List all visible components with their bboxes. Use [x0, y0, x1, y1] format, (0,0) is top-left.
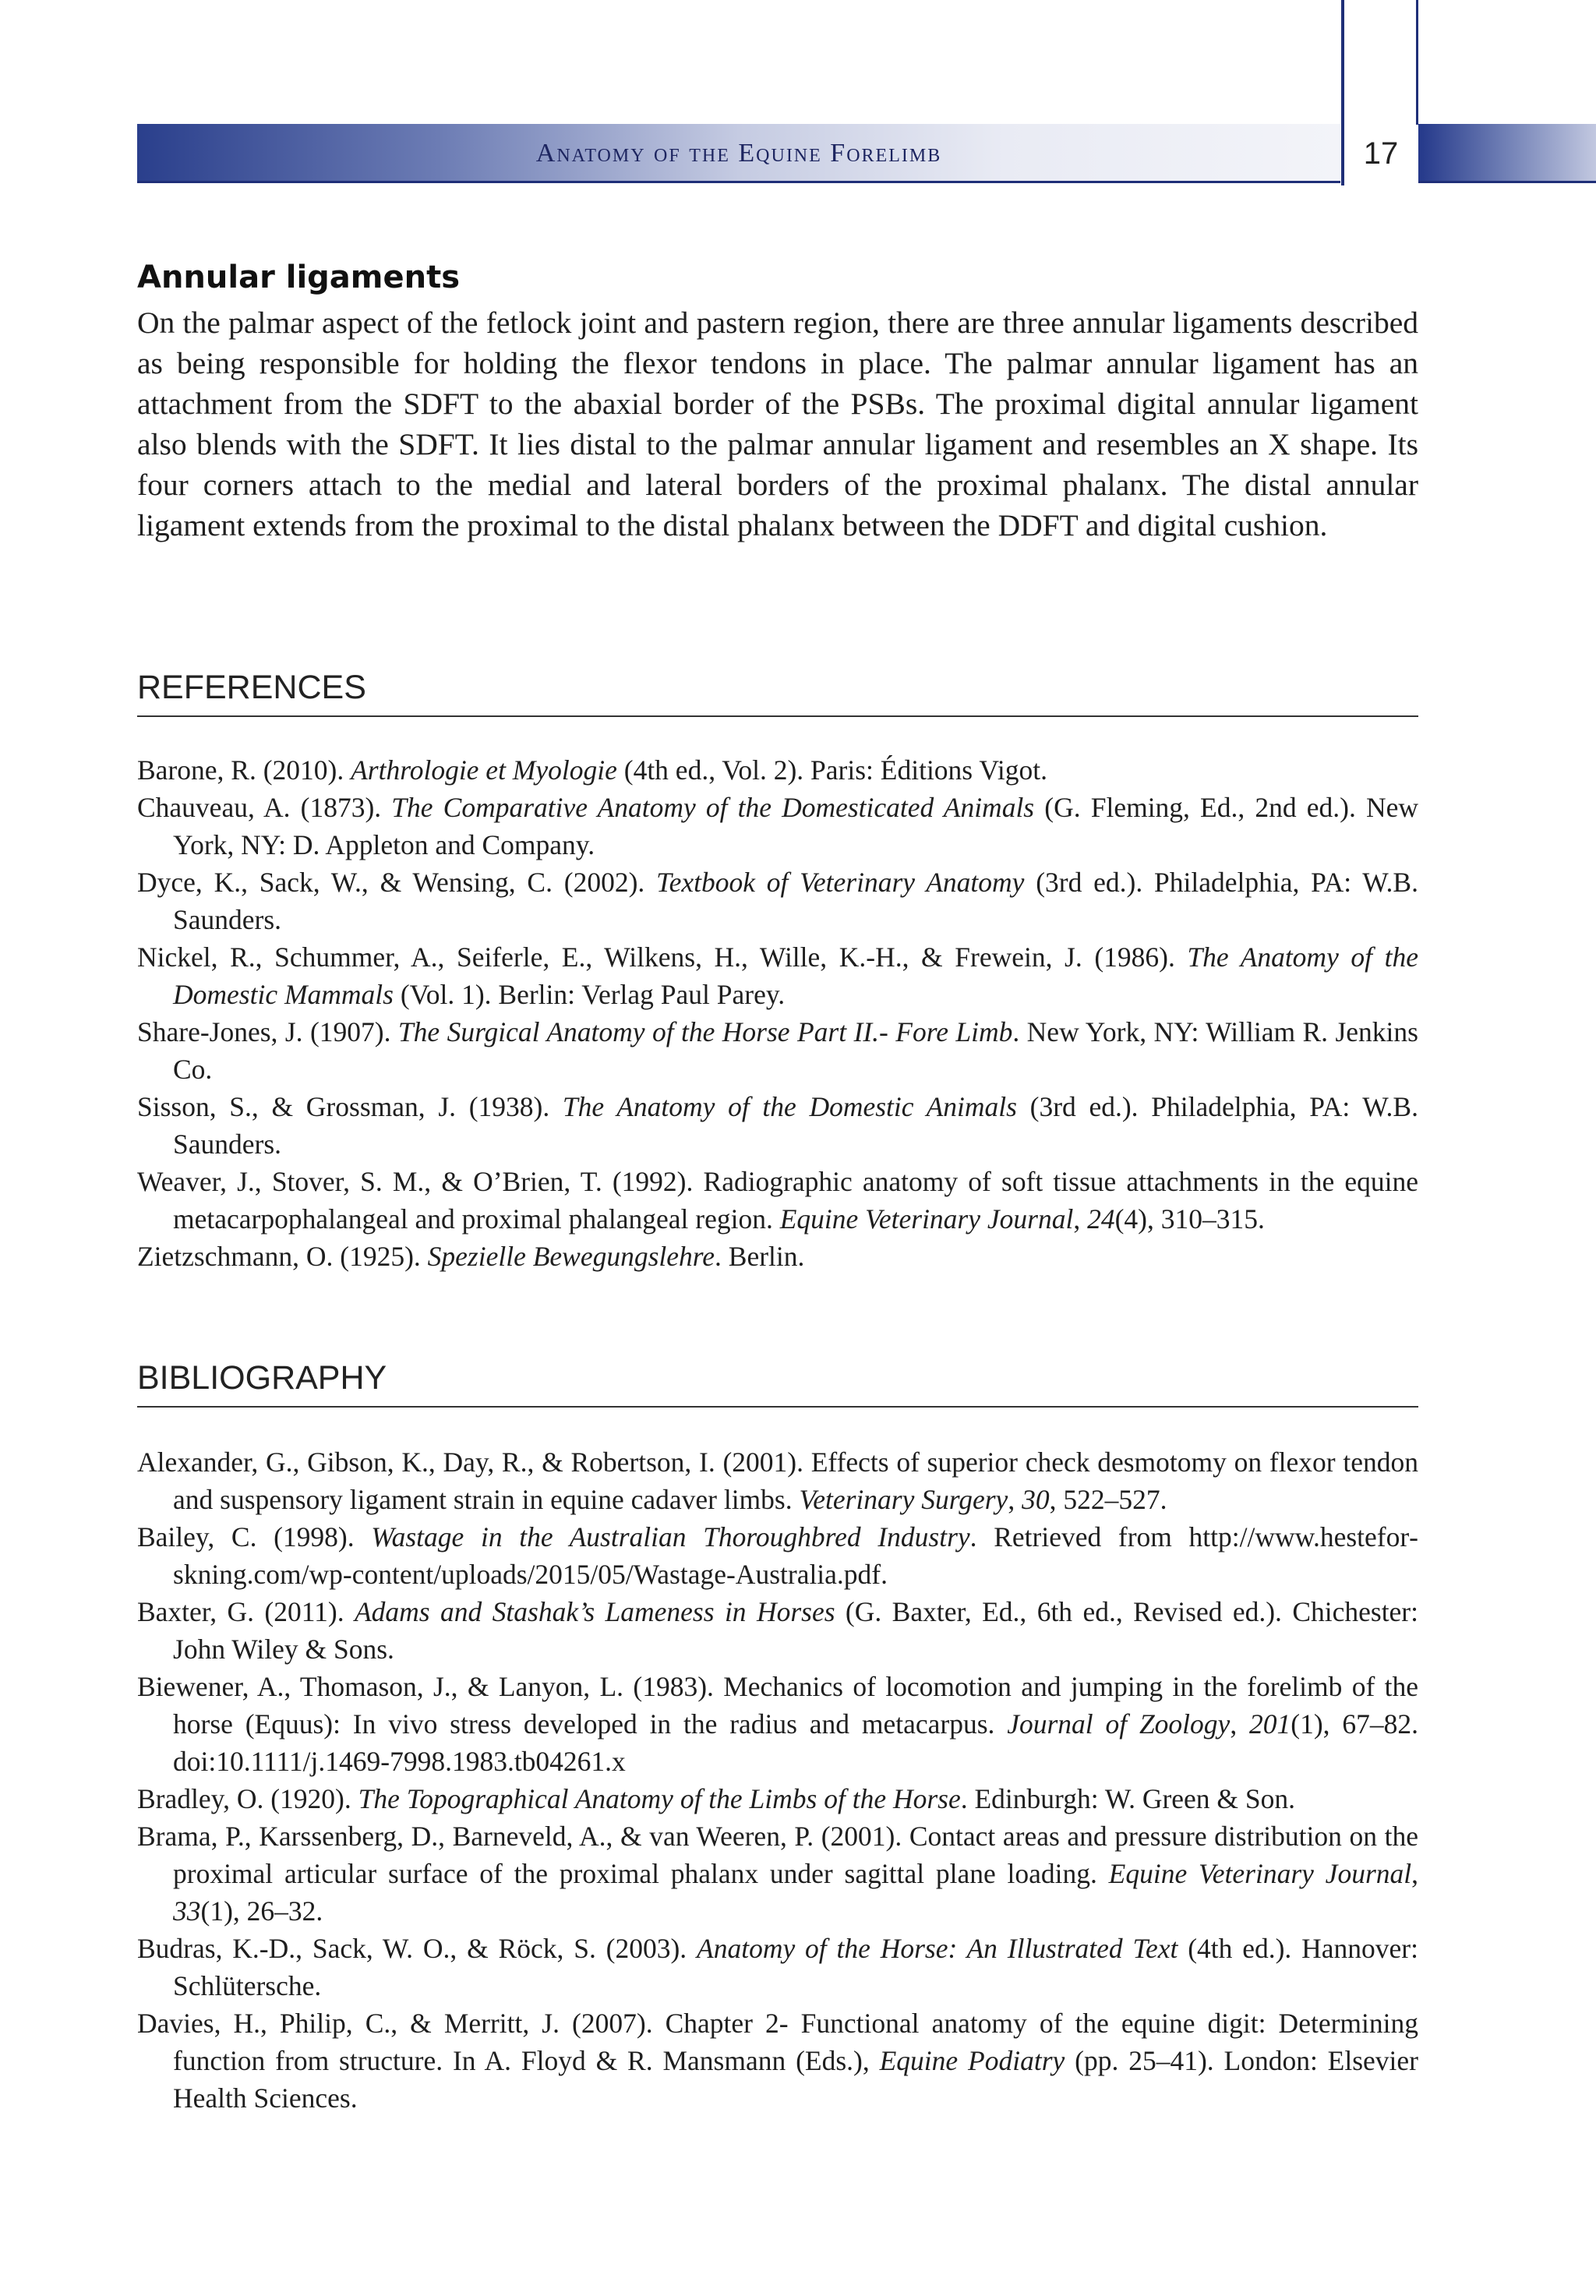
citation-text: Zietzschmann, O. (1925).: [137, 1241, 428, 1272]
citation-text: ,: [1008, 1484, 1022, 1515]
citation-italic: 30: [1022, 1484, 1050, 1515]
citation-text: Davies, H., Philip, C., & Merritt, J. (2007). Chapter 2- Functional anatomy of the equine digit: Determining function from structure. In A. Floyd & R. Mansmann (Eds.),: [137, 2008, 1418, 2076]
citation-italic: 201: [1249, 1708, 1291, 1740]
citation-entry: [137, 1668, 1418, 1780]
citation-text: Sisson, S., & Grossman, J. (1938).: [137, 1091, 563, 1122]
citation-text: Baxter, G. (2011).: [137, 1596, 355, 1627]
citation-text: (Vol. 1). Berlin: Verlag Paul Parey.: [393, 979, 786, 1010]
citation-text: , 522–527.: [1049, 1484, 1167, 1515]
references-list: [137, 751, 1418, 1275]
citation-text: Budras, K.-D., Sack, W. O., & Röck, S. (2003).: [137, 1933, 697, 1964]
citation-text: . Retrieved from http://www.hesteforskning.com/wp-content/uploads/2015/05/Wastage-Australia.pdf.: [173, 1521, 1418, 1590]
citation-italic: The Comparative Anatomy of the Domesticated Animals: [391, 792, 1035, 823]
citation-text: (3rd ed.). Philadelphia, PA: W.B. Saunders.: [173, 867, 1418, 935]
citation-italic: Veterinary Surgery: [799, 1484, 1008, 1515]
citation-entry: [137, 1013, 1418, 1088]
citation-text: Barone, R. (2010).: [137, 754, 351, 786]
citation-text: Nickel, R., Schummer, A., Seiferle, E., Wilkens, H., Wille, K.-H., & Frewein, J. (1986).: [137, 941, 1188, 973]
citation-text: ,: [1073, 1203, 1088, 1235]
citation-text: (1), 67–82. doi:10.1111/j.1469-7998.1983.tb04261.x: [173, 1708, 1418, 1777]
citation-text: (4th ed., Vol. 2). Paris: Éditions Vigot.: [616, 754, 1047, 786]
citation-italic: The Anatomy of the Domestic Mammals: [173, 941, 1418, 1010]
header-divider-right: [1416, 0, 1418, 125]
citation-entry: [137, 1817, 1418, 1930]
citation-entry: [137, 751, 1418, 789]
citation-text: (G. Fleming, Ed., 2nd ed.). New York, NY: D. Appleton and Company.: [173, 792, 1418, 860]
citation-text: ,: [1411, 1858, 1418, 1889]
citation-italic: Arthrologie et Myologie: [351, 754, 617, 786]
citation-text: (G. Baxter, Ed., 6th ed., Revised ed.). Chichester: John Wiley & Sons.: [173, 1596, 1418, 1665]
citation-text: . Berlin.: [715, 1241, 805, 1272]
running-header-bar-right: [1418, 124, 1596, 183]
citation-entry: [137, 1518, 1418, 1593]
bibliography-title: BIBLIOGRAPHY: [137, 1359, 1418, 1408]
citation-italic: Anatomy of the Horse: An Illustrated Text: [697, 1933, 1178, 1964]
citation-italic: The Topographical Anatomy of the Limbs of the Horse: [358, 1783, 961, 1814]
citation-italic: Equine Veterinary Journal: [1108, 1858, 1412, 1889]
citation-italic: Textbook of Veterinary Anatomy: [656, 867, 1025, 898]
citation-text: (1), 26–32.: [200, 1895, 323, 1927]
citation-entry: [137, 1930, 1418, 2005]
citation-text: Weaver, J., Stover, S. M., & O’Brien, T. (1992). Radiographic anatomy of soft tissue attachments in the equine metacarpophalangeal and proximal phalangeal region.: [137, 1166, 1418, 1235]
citation-text: ,: [1230, 1708, 1250, 1740]
citation-italic: Spezielle Bewegungslehre: [427, 1241, 715, 1272]
citation-text: Bradley, O. (1920).: [137, 1783, 358, 1814]
citation-italic: 33: [173, 1895, 201, 1927]
citation-text: (3rd ed.). Philadelphia, PA: W.B. Saunders.: [173, 1091, 1418, 1160]
citation-entry: [137, 1163, 1418, 1238]
citation-entry: [137, 1780, 1418, 1817]
citation-text: Bailey, C. (1998).: [137, 1521, 372, 1552]
citation-entry: [137, 1088, 1418, 1163]
citation-italic: The Surgical Anatomy of the Horse Part II.- Fore Limb: [397, 1016, 1013, 1047]
header-divider-left: [1341, 0, 1344, 185]
citation-text: (pp. 25–41). London: Elsevier Health Sciences.: [173, 2045, 1418, 2114]
citation-italic: Journal of Zoology: [1007, 1708, 1231, 1740]
citation-entry: [137, 1443, 1418, 1518]
citation-entry: [137, 938, 1418, 1013]
body-paragraph: On the palmar aspect of the fetlock joint and pastern region, there are three annular ligaments described as being responsible for holding the flexor tendons in place. The palmar annular ligament has an attachment from the SDFT to the abaxial border of the PSBs. The proximal digital annular ligament also blends with the SDFT. It lies distal to the palmar annular ligament and resembles an X shape. Its four corners attach to the medial and lateral borders of the proximal phalanx. The distal annular ligament extends from the proximal to the distal phalanx between the DDFT and digital cushion.: [137, 306, 1418, 542]
citation-text: Dyce, K., Sack, W., & Wensing, C. (2002).: [137, 867, 657, 898]
citation-text: . New York, NY: William R. Jenkins Co.: [173, 1016, 1418, 1085]
bibliography-list: [137, 1443, 1418, 2117]
citation-text: Biewener, A., Thomason, J., & Lanyon, L. (1983). Mechanics of locomotion and jumping in the forelimb of the horse (Equus): In vivo stress developed in the radius and metacarpus.: [137, 1671, 1418, 1740]
citation-italic: 24: [1087, 1203, 1115, 1235]
citation-entry: [137, 1593, 1418, 1668]
running-title: Anatomy of the Equine Forelimb: [535, 139, 942, 168]
citation-italic: Wastage in the Australian Thoroughbred Industry: [371, 1521, 970, 1552]
citation-text: (4), 310–315.: [1114, 1203, 1265, 1235]
citation-text: . Edinburgh: W. Green & Son.: [960, 1783, 1296, 1814]
references-title: REFERENCES: [137, 669, 1418, 717]
citation-entry: [137, 789, 1418, 864]
citation-entry: [137, 1238, 1418, 1275]
citation-entry: [137, 864, 1418, 938]
citation-italic: The Anatomy of the Domestic Animals: [562, 1091, 1017, 1122]
section-heading: Annular ligaments: [137, 260, 461, 295]
citation-text: Alexander, G., Gibson, K., Day, R., & Robertson, I. (2001). Effects of superior check desmotomy on flexor tendon and suspensory ligament strain in equine cadaver limbs.: [137, 1446, 1418, 1515]
citation-entry: [137, 2005, 1418, 2117]
citation-text: (4th ed.). Hannover: Schlütersche.: [173, 1933, 1418, 2001]
citation-italic: Equine Podiatry: [879, 2045, 1065, 2076]
citation-text: Share-Jones, J. (1907).: [137, 1016, 398, 1047]
citation-text: Chauveau, A. (1873).: [137, 792, 392, 823]
citation-text: Brama, P., Karssenberg, D., Barneveld, A., & van Weeren, P. (2001). Contact areas and pressure distribution on the proximal articular surface of the proximal phalanx under sagittal plane loading.: [137, 1821, 1418, 1889]
citation-italic: Equine Veterinary Journal: [779, 1203, 1074, 1235]
page-number: 17: [1363, 136, 1399, 171]
citation-italic: Adams and Stashak’s Lameness in Horses: [354, 1596, 835, 1627]
